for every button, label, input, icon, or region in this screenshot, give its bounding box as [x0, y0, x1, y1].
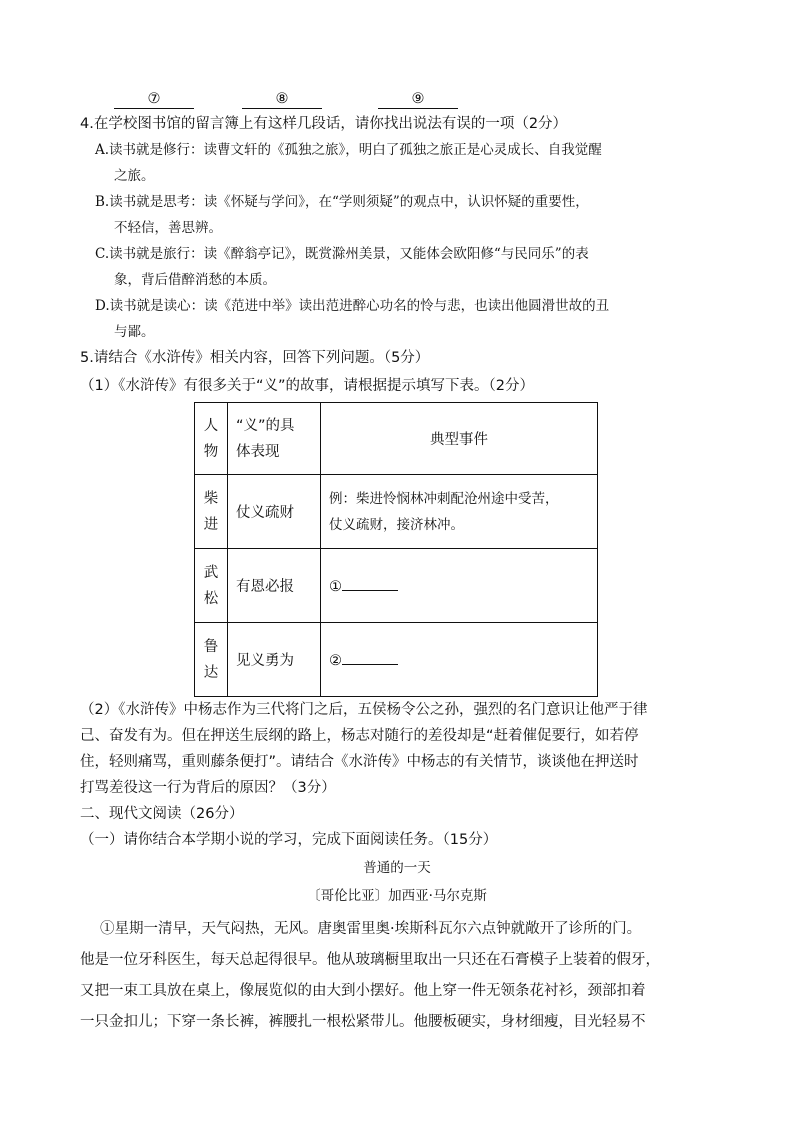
header-expression: “义”的具 体表现 — [228, 403, 321, 475]
story-title: 普通的一天 — [363, 860, 431, 876]
yi-table — [194, 402, 598, 697]
q4-option-b-cont: 不轻信，善思辨。 — [114, 220, 222, 236]
q4-option-d-cont: 与鄙。 — [114, 324, 155, 340]
q4-option-c-cont: 象，背后借醉消愁的本质。 — [114, 272, 276, 288]
story-para-line1: ①星期一清早，天气闷热，无风。唐奥雷里奥·埃斯科瓦尔六点钟就敞开了诊所的门。 — [100, 921, 642, 937]
header-person: 人 物 — [195, 403, 228, 475]
table-row — [195, 623, 598, 697]
table-row — [195, 549, 598, 623]
q5-sub2-line2: 己、奋发有为。但在押送生辰纲的路上，杨志对随行的差役却是“赶着催促要行，如若停 — [80, 728, 639, 744]
q4-option-a-cont: 之旅。 — [114, 168, 155, 184]
table-header-row — [195, 403, 598, 475]
cell-event-example: 例：柴进怜悯林冲刺配沧州途中受苦， 仗义疏财，接济林冲。 — [321, 475, 598, 549]
q4-stem: 4.在学校图书馆的留言簿上有这样几段话，请你找出说法有误的一项（2分） — [80, 116, 568, 132]
story-author: 〔哥伦比亚〕加西亚·马尔克斯 — [307, 888, 487, 904]
q4-option-d: D.读书就是读心：读《范进中举》读出范进醉心功名的怜与悲，也读出他圆滑世故的丑 — [95, 298, 610, 314]
answer-blank-9[interactable]: ⑨ — [378, 90, 458, 109]
q5-sub2-line1: （2）《水浒传》中杨志作为三代将门之后，五侯杨令公之孙，强烈的名门意识让他严于律 — [80, 702, 648, 718]
cell-person: 柴 进 — [195, 475, 228, 549]
answer-blank-8[interactable]: ⑧ — [242, 90, 322, 109]
q5-sub1: （1）《水浒传》有很多关于“义”的故事，请根据提示填写下表。（2分） — [80, 378, 534, 394]
section-2-sub1: （一）请你结合本学期小说的学习，完成下面阅读任务。（15分） — [80, 832, 498, 848]
q4-option-c: C.读书就是旅行：读《醉翁亭记》，既赏滁州美景，又能体会欧阳修“与民同乐”的表 — [95, 246, 589, 262]
q5-sub2-line4: 打骂差役这一行为背后的原因？（3分） — [80, 780, 336, 796]
story-para-line4: 一只金扣儿；下穿一条长裤，裤腰扎一根松紧带儿。他腰板硬实，身材细瘦，目光轻易不 — [80, 1014, 646, 1030]
cell-expression: 仗义疏财 — [228, 475, 321, 549]
section-2-title: 二、现代文阅读（26分） — [80, 806, 244, 822]
cell-expression: 见义勇为 — [228, 623, 321, 697]
q4-option-b: B.读书就是思考：读《怀疑与学问》，在“学则须疑”的观点中，认识怀疑的重要性， — [95, 194, 589, 210]
cell-event-blank-2[interactable]: ② — [321, 623, 598, 697]
story-para-line2: 他是一位牙科医生，每天总起得很早。他从玻璃橱里取出一只还在石膏模子上装着的假牙， — [80, 952, 660, 968]
q5-stem: 5.请结合《水浒传》相关内容，回答下列问题。（5分） — [80, 350, 430, 366]
cell-person: 武 松 — [195, 549, 228, 623]
q5-sub2-line3: 住，轻则痛骂，重则藤条便打”。请结合《水浒传》中杨志的有关情节，谈谈他在押送时 — [80, 754, 639, 770]
answer-blank-7[interactable]: ⑦ — [114, 90, 194, 109]
table-row — [195, 475, 598, 549]
cell-event-blank-1[interactable]: ① — [321, 549, 598, 623]
cell-expression: 有恩必报 — [228, 549, 321, 623]
story-para-line3: 又把一束工具放在桌上，像展览似的由大到小摆好。他上穿一件无领条花衬衫，颈部扣着 — [80, 983, 646, 999]
q4-option-a: A.读书就是修行：读曹文轩的《孤独之旅》，明白了孤独之旅正是心灵成长、自我觉醒 — [95, 142, 602, 158]
cell-person: 鲁 达 — [195, 623, 228, 697]
header-event: 典型事件 — [321, 403, 598, 475]
